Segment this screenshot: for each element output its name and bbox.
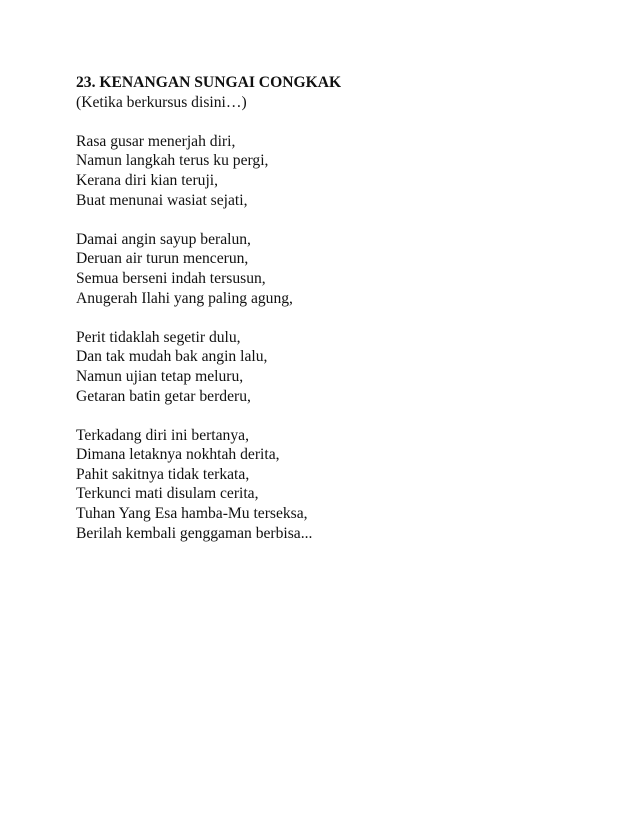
poem-line: Tuhan Yang Esa hamba-Mu terseksa, xyxy=(76,505,308,523)
poem-line: Anugerah Ilahi yang paling agung, xyxy=(76,289,293,307)
poem-line: Terkunci mati disulam cerita, xyxy=(76,485,259,503)
stanza-4 xyxy=(76,426,596,544)
stanza-1 xyxy=(76,132,596,210)
stanza-2 xyxy=(76,230,596,308)
poem-line: Getaran batin getar berderu, xyxy=(76,387,251,405)
poem-title: 23. KENANGAN SUNGAI CONGKAK xyxy=(76,74,342,91)
poem-line: Namun langkah terus ku pergi, xyxy=(76,152,269,170)
poem-line: Damai angin sayup beralun, xyxy=(76,230,251,248)
poem-body xyxy=(76,73,596,543)
poem-line: Dan tak mudah bak angin lalu, xyxy=(76,348,268,366)
poem-line: Perit tidaklah segetir dulu, xyxy=(76,328,241,346)
poem-line: Kerana diri kian teruji, xyxy=(76,171,219,189)
poem-line: Rasa gusar menerjah diri, xyxy=(76,132,236,150)
poem-line: Berilah kembali genggaman berbisa... xyxy=(76,524,313,542)
poem-line: Namun ujian tetap meluru, xyxy=(76,367,244,385)
poem-line: Terkadang diri ini bertanya, xyxy=(76,426,249,444)
poem-line: Buat menunai wasiat sejati, xyxy=(76,191,248,209)
poem-subtitle: (Ketika berkursus disini…) xyxy=(76,93,247,111)
poem-line: Deruan air turun mencerun, xyxy=(76,250,249,268)
stanza-3 xyxy=(76,328,596,406)
poem-line: Pahit sakitnya tidak terkata, xyxy=(76,465,250,483)
poem-line: Semua berseni indah tersusun, xyxy=(76,269,266,287)
poem-line: Dimana letaknya nokhtah derita, xyxy=(76,446,280,464)
